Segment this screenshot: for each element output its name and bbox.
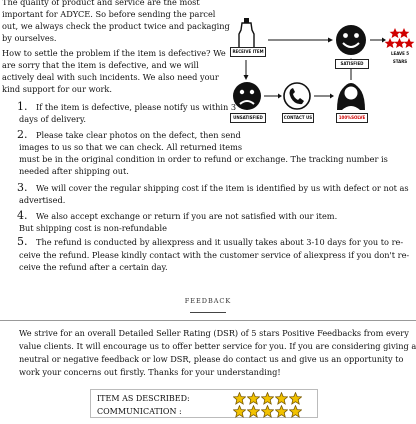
step-4-line-2: But shipping cost is non-refundable bbox=[19, 223, 167, 233]
unsatisfied-label: UNSATISFIED bbox=[230, 113, 266, 123]
rating-star-icon bbox=[233, 405, 246, 418]
step-3-line-2: advertised. bbox=[19, 195, 66, 205]
step-5-line-3: ceive the refund after a certain day. bbox=[19, 262, 168, 272]
phone-icon bbox=[284, 83, 310, 109]
quality-line-1: The quality of product and service are the most bbox=[2, 0, 200, 7]
step-2-line-1: Please take clear photos on the defect, then send bbox=[36, 130, 241, 140]
section-divider bbox=[0, 320, 416, 321]
step-3-number: 3. bbox=[17, 181, 28, 194]
rating-star-icon bbox=[289, 392, 302, 405]
feedback-line-2: value clients. It will encourage us to offer better service for you. If you are considering giving a bbox=[19, 341, 416, 351]
rating-star-icon bbox=[275, 405, 288, 418]
customer-service-icon bbox=[337, 84, 365, 110]
satisfied-label: SATISFIED bbox=[335, 59, 369, 69]
rating-stars-item-as-described bbox=[233, 392, 303, 405]
step-5-line-2: ceive the refund. Please kindly contact with the customer service of aliexpress if you don't re- bbox=[19, 250, 410, 260]
leave-stars-label: LEAVE 5 STARS bbox=[386, 50, 414, 58]
flow-graphics bbox=[228, 16, 416, 126]
rating-star-icon bbox=[289, 405, 302, 418]
contact-us-label: CONTACT US bbox=[282, 113, 314, 123]
step-4-number: 4. bbox=[17, 209, 28, 222]
feedback-line-3: neutral or negative feedback or low DSR, please do contact us and give us an opportunity to bbox=[19, 354, 404, 364]
step-2-line-4: needed after shipping out. bbox=[19, 166, 129, 176]
quality-line-2: important for ADYCE. So before sending the parcel bbox=[2, 9, 216, 19]
step-4-line-1: We also accept exchange or return if you are not satisfied with our item. bbox=[36, 211, 338, 221]
service-flow-diagram bbox=[228, 16, 416, 126]
rating-star-icon bbox=[233, 392, 246, 405]
quality-line-3: out, we always check the product twice and packaging bbox=[2, 21, 230, 31]
quality-line-4: by ourselves. bbox=[2, 33, 57, 43]
step-2-line-3: must be in the original condition in order to refund or exchange. The tracking number is bbox=[19, 154, 388, 164]
feedback-heading: FEEDBACK bbox=[184, 297, 232, 305]
step-1-line-1: If the item is defective, please notify us within 3 bbox=[36, 102, 237, 112]
rating-stars-communication bbox=[233, 405, 303, 418]
rating-star-icon bbox=[247, 392, 260, 405]
receive-item-label: RECEIVE ITEM bbox=[230, 47, 266, 57]
feedback-line-4: work your concerns out firstly. Thanks for your understanding! bbox=[19, 367, 281, 377]
feedback-underline bbox=[190, 312, 226, 313]
step-5-number: 5. bbox=[17, 235, 28, 248]
rating-star-icon bbox=[261, 392, 274, 405]
rating-star-icon bbox=[275, 392, 288, 405]
rating-label-item-as-described: ITEM AS DESCRIBED: bbox=[97, 394, 190, 403]
rating-star-icon bbox=[261, 405, 274, 418]
defective-line-3: actively deal with such incidents. We also need your bbox=[2, 72, 219, 82]
step-2-number: 2. bbox=[17, 128, 28, 141]
step-1-number: 1. bbox=[17, 100, 28, 113]
rating-star-icon bbox=[247, 405, 260, 418]
happy-face-icon bbox=[336, 25, 366, 55]
step-2-line-2: images to us so that we can check. All returned items bbox=[19, 142, 243, 152]
resolved-label: 100%SOLVE bbox=[336, 113, 368, 123]
defective-line-2: are sorry that the item is defective, and we will bbox=[2, 60, 199, 70]
defective-line-1: How to settle the problem if the item is defective? We bbox=[2, 48, 226, 58]
sad-face-icon bbox=[233, 82, 261, 110]
five-stars-icon bbox=[385, 28, 415, 48]
feedback-line-1: We strive for an overall Detailed Seller Rating (DSR) of 5 stars Positive Feedbacks from every bbox=[19, 328, 409, 338]
step-1-line-2: days of delivery. bbox=[19, 114, 86, 124]
step-5-line-1: The refund is conducted by aliexpress and it usually takes about 3-10 days for you to re- bbox=[36, 237, 404, 247]
defective-line-4: kind support for our work. bbox=[2, 84, 112, 94]
step-3-line-1: We will cover the regular shipping cost if the item is identified by us with defect or not as bbox=[36, 183, 409, 193]
seller-rating-box bbox=[90, 389, 318, 418]
rating-label-communication: COMMUNICATION : bbox=[97, 407, 182, 416]
